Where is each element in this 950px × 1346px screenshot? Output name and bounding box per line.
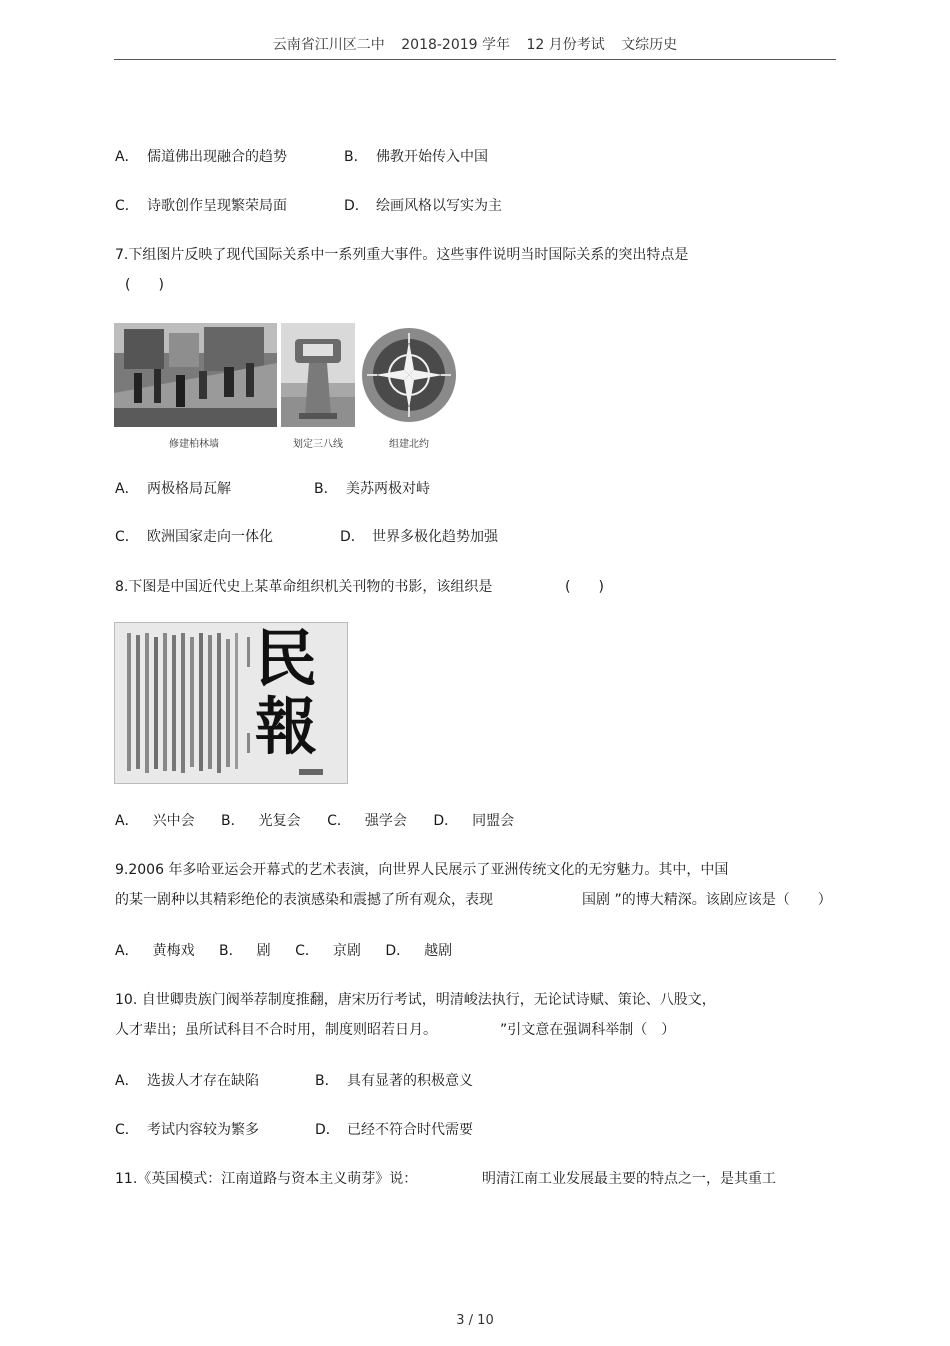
q10-option-a: A． 选拔人才存在缺陷 [115,1073,259,1089]
q7-option-c: C． 欧洲国家走向一体化 [115,529,273,545]
parallel-monument-photo [281,323,355,427]
minbao-title-min: 民 [255,622,318,695]
q6-option-a: A． 儒道佛出现融合的趋势 [115,149,287,165]
q6-option-b: B． 佛教开始传入中国 [344,149,488,165]
q8-options: A． 兴中会 B． 光复会 C． 强学会 D． 同盟会 [115,813,515,829]
q9-line1: 9.2006 年多哈亚运会开幕式的艺术表演，向世界人民展示了亚洲传统文化的无穷魅力。其中，中国 [115,862,729,878]
q7-stem: 7.下组图片反映了现代国际关系中一系列重大事件。这些事件说明当时国际关系的突出特点是 [115,247,689,263]
caption-38th-parallel: 划定三八线 [293,439,343,450]
minbao-cover-image [114,622,348,784]
q6-option-c: C． 诗歌创作呈现繁荣局面 [115,198,287,214]
q8-stem: 8.下图是中国近代史上某革命组织机关刊物的书影，该组织是 [115,579,493,595]
header-subject: 文综历史 [621,37,678,53]
caption-berlin-wall: 修建柏林墙 [169,439,219,450]
q10-line2a: 人才辈出；虽所试科目不合时用，制度则昭若日月。 [115,1022,437,1038]
caption-nato: 组建北约 [389,439,429,450]
page-number: 3 / 10 [456,1313,494,1328]
q7-paren: ( ) [125,277,164,293]
q9-line2b: 国剧 ”的博大精深。该剧应该是（ ） [582,892,832,908]
q11-part1: 11.《英国模式：江南道路与资本主义萌芽》说： [115,1171,418,1187]
nato-emblem-icon [360,323,458,427]
q9-options: A． 黄梅戏 B． 剧 C． 京剧 D． 越剧 [115,943,453,959]
q10-line2b: ”引文意在强调科举制（ ） [500,1022,676,1038]
header-school: 云南省江川区二中 [272,37,385,53]
header-year: 2018-2019 学年 [401,37,511,53]
q7-option-d: D． 世界多极化趋势加强 [340,529,498,545]
q10-option-d: D． 已经不符合时代需要 [315,1122,473,1138]
q10-option-c: C． 考试内容较为繁多 [115,1122,259,1138]
page-header [0,34,950,54]
q10-line1: 10. 自世卿贵族门阀举荐制度推翻，唐宋历行考试，明清峻法执行，无论试诗赋、策论、八股文， [115,992,716,1008]
q7-option-a: A． 两极格局瓦解 [115,481,231,497]
q10-option-b: B． 具有显著的积极意义 [315,1073,473,1089]
minbao-title-bao: 報 [255,690,318,763]
header-rule [114,59,836,60]
q6-option-d: D． 绘画风格以写实为主 [344,198,502,214]
q9-line2a: 的某一剧种以其精彩绝伦的表演感染和震撼了所有观众，表现 [115,892,493,908]
q8-paren: ( ) [565,579,604,595]
berlin-wall-photo [114,323,277,427]
q7-option-b: B． 美苏两极对峙 [314,481,430,497]
q7-image-strip [114,323,458,451]
q11-part2: 明清江南工业发展最主要的特点之一，是其重工 [482,1171,776,1187]
header-exam: 12 月份考试 [526,37,605,53]
